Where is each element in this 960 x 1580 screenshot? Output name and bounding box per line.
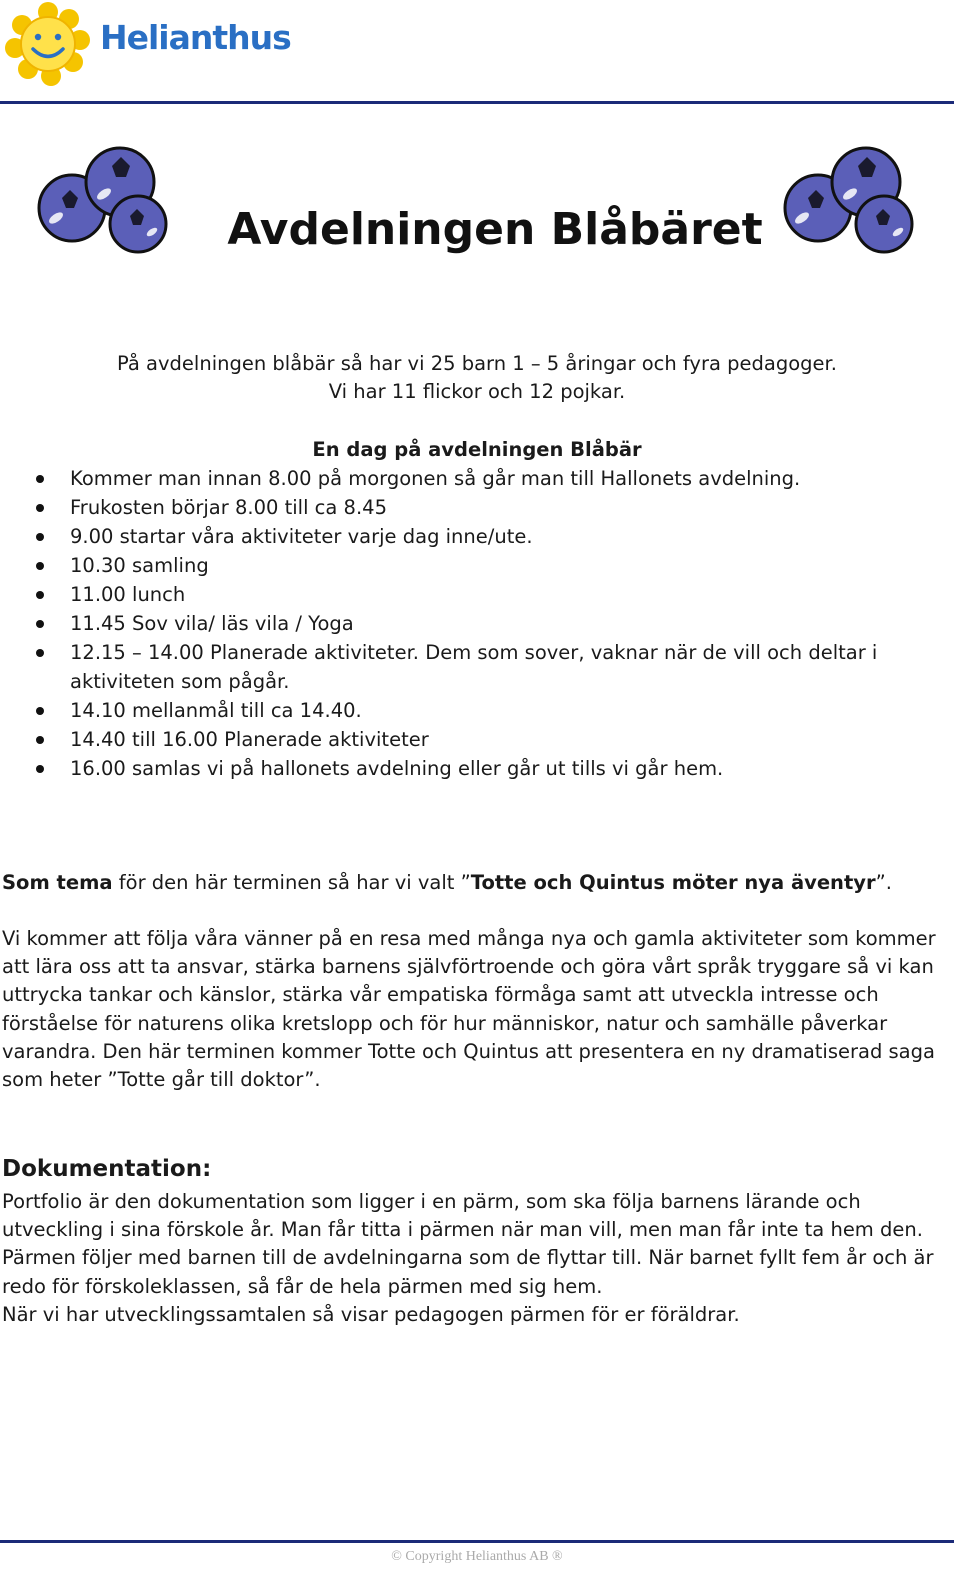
theme-end: ”. — [875, 871, 892, 894]
documentation-paragraph: När vi har utvecklingssamtalen så visar pedagogen pärmen för er föräldrar. — [2, 1302, 740, 1326]
intro-line: På avdelningen blåbär så har vi 25 barn 1 – 5 åringar och fyra pedagoger. — [117, 352, 837, 375]
theme-description: Vi kommer att följa våra vänner på en resa med många nya och gamla aktiviteter som kommer att lära oss att ta ansvar, stärka barnens självförtroende och göra vårt språk tryggare så vi kan uttrycka tankar och känslor, stärka vår empatiska förmåga samt att utveckla intresse och förståelse för naturens olika kretslopp och för hur människor, natur och samhälle påverkar varandra. Den här terminen kommer Totte och Quintus att presentera en ny dramatiserad saga som heter ”Totte går till doktor”. — [2, 927, 936, 1092]
page-header — [0, 0, 960, 106]
list-item-text: 12.15 – 14.00 Planerade aktiviteter. Dem som sover, vaknar när de vill och deltar i aktiviteten som pågår. — [70, 641, 878, 693]
schedule-heading: En dag på avdelningen Blåbär — [312, 438, 642, 461]
list-item — [0, 522, 950, 551]
documentation-paragraph: Portfolio är den dokumentation som ligger i en pärm, som ska följa barnens lärande och utveckling i sina förskole år. Man får titta i pärmen när man vill, men man får inte ta hem den. Pärmen följer med barnen till de avdelningarna som de flyttar till. När barnet fyllt fem år och är redo för förskoleklassen, så får de hela pärmen med sig hem. — [2, 1190, 934, 1298]
schedule-list — [0, 464, 950, 783]
copyright-footer: © Copyright Helianthus AB ® — [391, 1549, 563, 1564]
list-item-text: 11.00 lunch — [70, 583, 186, 606]
list-item — [0, 638, 950, 696]
logo-wordmark[interactable]: Helianthus — [100, 18, 291, 57]
list-item-text: 14.40 till 16.00 Planerade aktiviteter — [70, 728, 429, 751]
bullet-icon — [36, 736, 44, 744]
bullet-icon — [36, 707, 44, 715]
theme-statement — [2, 869, 952, 897]
page-title: Avdelningen Blåbäret — [227, 204, 763, 255]
list-item — [0, 696, 950, 725]
footer-divider — [0, 1540, 954, 1543]
list-item — [0, 493, 950, 522]
header-divider — [0, 101, 954, 104]
bullet-icon — [36, 649, 44, 657]
list-item-text: 10.30 samling — [70, 554, 209, 577]
list-item-text: 16.00 samlas vi på hallonets avdelning eller går ut tills vi går hem. — [70, 757, 724, 780]
list-item-text: 9.00 startar våra aktiviteter varje dag inne/ute. — [70, 525, 533, 548]
list-item — [0, 551, 950, 580]
theme-name: Totte och Quintus möter nya äventyr — [470, 871, 876, 894]
list-item — [0, 725, 950, 754]
list-item-text: Frukosten börjar 8.00 till ca 8.45 — [70, 496, 387, 519]
list-item — [0, 464, 950, 493]
bullet-icon — [36, 504, 44, 512]
list-item-text: 11.45 Sov vila/ läs vila / Yoga — [70, 612, 354, 635]
list-item-text: Kommer man innan 8.00 på morgonen så går man till Hallonets avdelning. — [70, 467, 801, 490]
list-item-text: 14.10 mellanmål till ca 14.40. — [70, 699, 362, 722]
theme-middle: för den här terminen så har vi valt ” — [112, 871, 471, 894]
smiling-sun-icon — [3, 2, 93, 88]
bullet-icon — [36, 475, 44, 483]
bullet-icon — [36, 591, 44, 599]
bullet-icon — [36, 765, 44, 773]
list-item — [0, 580, 950, 609]
documentation-text — [2, 1188, 954, 1329]
list-item — [0, 754, 950, 783]
intro-text — [0, 350, 954, 406]
bullet-icon — [36, 562, 44, 570]
intro-line: Vi har 11 flickor och 12 pojkar. — [328, 380, 626, 403]
theme-lead: Som tema — [2, 871, 113, 894]
list-item — [0, 609, 950, 638]
documentation-heading: Dokumentation: — [2, 1156, 212, 1182]
bullet-icon — [36, 620, 44, 628]
bullet-icon — [36, 533, 44, 541]
